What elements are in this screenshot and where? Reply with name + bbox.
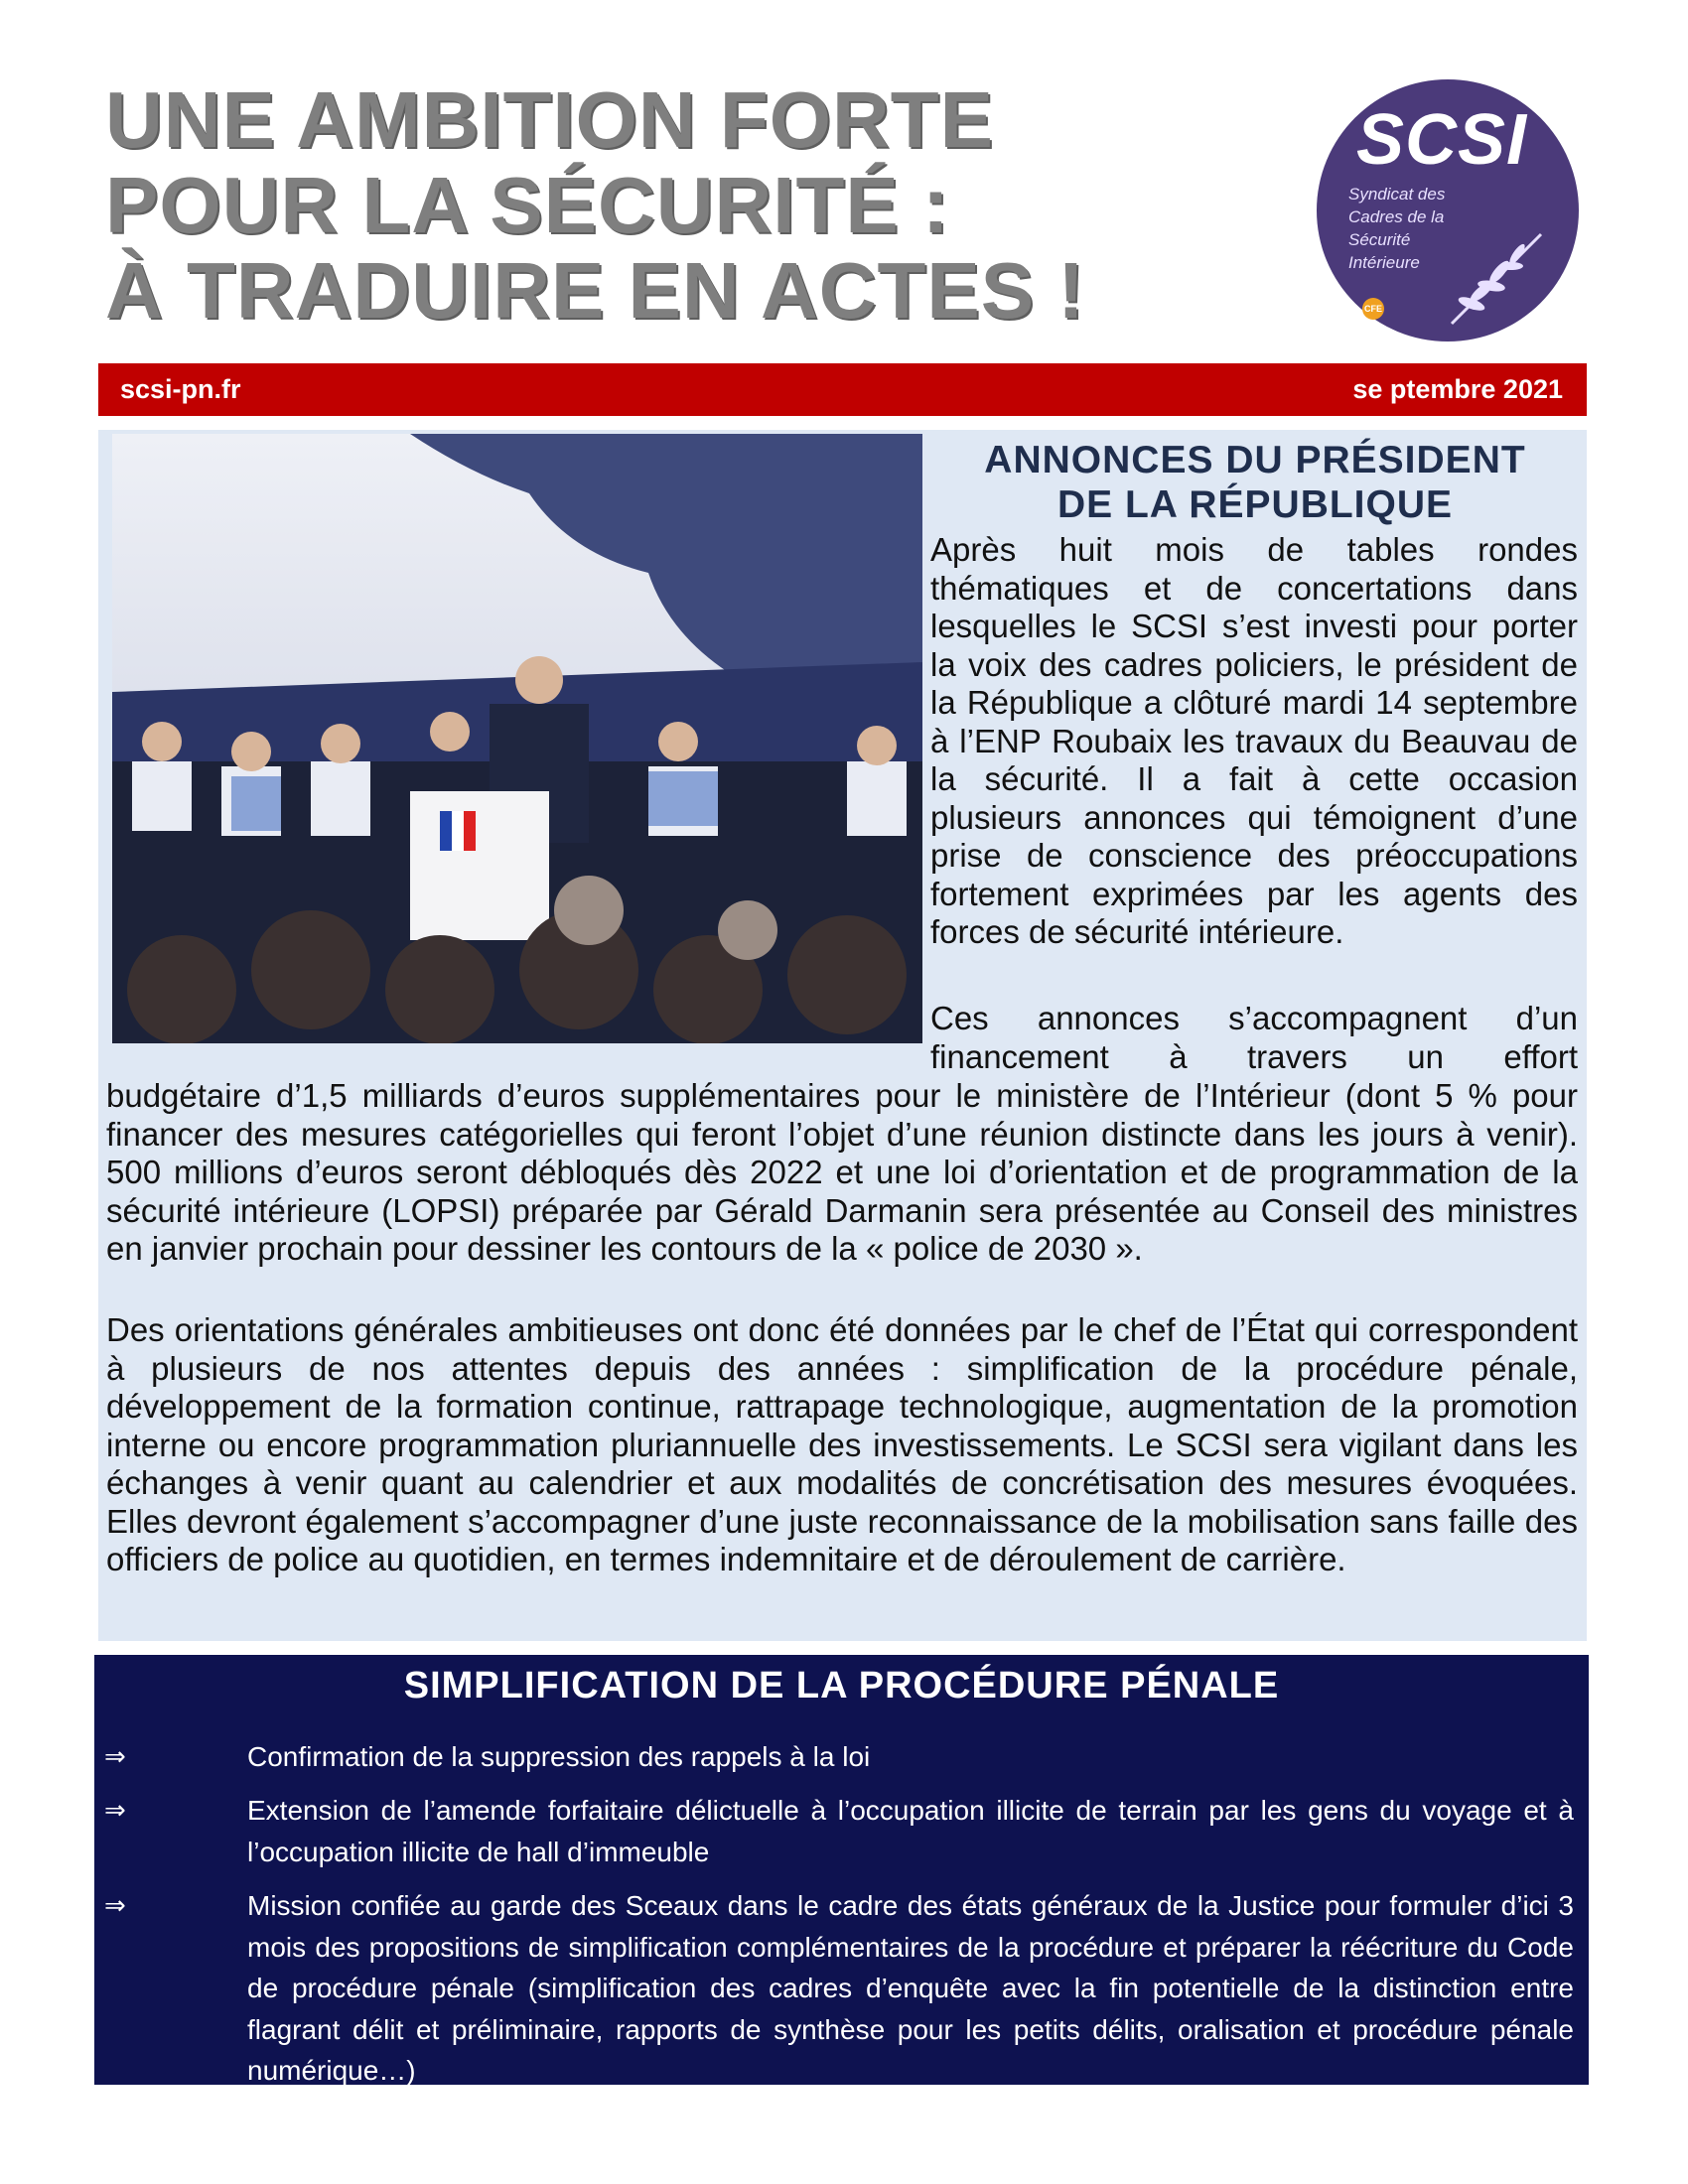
logo-name: SCSI (1356, 100, 1528, 180)
event-photo (112, 434, 922, 1043)
page-title (105, 77, 1247, 334)
arrow-right-icon: ⇒ (104, 1741, 126, 1771)
paragraph-funding-start: Ces annonces s’accompagnent d’un financement à travers un effort (930, 1000, 1578, 1075)
list-item-text: Confirmation de la suppression des rappels à la loi (247, 1741, 871, 1772)
olive-branch-icon (1442, 224, 1551, 334)
logo-subtitle-line: Sécurité (1348, 230, 1411, 249)
logo-subtitle-line: Cadres de la (1348, 207, 1445, 226)
arrow-right-icon: ⇒ (104, 1890, 126, 1920)
title-line-1: UNE AMBITION FORTE (105, 75, 994, 164)
logo-subtitle-line: Intérieure (1348, 253, 1420, 272)
article-panel (98, 430, 1587, 1641)
cfe-badge: CFE (1362, 298, 1384, 320)
event-photo-illustration (112, 434, 922, 1043)
title-line-3: À TRADUIRE EN ACTES ! (105, 246, 1085, 335)
issue-date: se ptembre 2021 (1352, 374, 1563, 404)
list-item-text: Extension de l’amende forfaitaire délictuelle à l’occupation illicite de terrain par les gens du voyage et à l’occupation illicite de hall d’immeuble (247, 1795, 1574, 1867)
list-item-text: Mission confiée au garde des Sceaux dans le cadre des états généraux de la Justice pour formuler d’ici 3 mois des propositions de simplification complémentaires de la procédure et préparer la réécriture du Code de procédure pénale (simplification des cadres d’enquête avec la fin potentielle de la distinction entre flagrant délit et préliminaire, rapports de synthèse pour les petits délits, oralisation et procédure pénale numérique…) (247, 1890, 1574, 2086)
header-banner (98, 363, 1587, 416)
section-title (932, 438, 1578, 527)
paragraph-intro: Après huit mois de tables rondes thématiques et de concertations dans lesquelles le SCSI s’est investi pour porter la voix des cadres policiers, le président de la République a clôturé mardi 14 septembre à l’ENP Roubaix les travaux du Beauvau de la sécurité. Il a fait à cette occasion plusieurs annonces qui témoignent d’une prise de conscience des préoccupations fortement exprimées par les agents des forces de sécurité intérieure. (930, 531, 1578, 950)
arrow-right-icon: ⇒ (104, 1795, 126, 1825)
scsi-logo (1313, 75, 1583, 345)
website-link[interactable]: scsi-pn.fr (120, 374, 241, 404)
procedure-box (94, 1655, 1589, 2085)
section-title-line: ANNONCES DU PRÉSIDENT (984, 439, 1526, 481)
section-title-line: DE LA RÉPUBLIQUE (1056, 483, 1454, 526)
paragraph-orientations: Des orientations générales ambitieuses ont donc été données par le chef de l’État qui correspondent à plusieurs de nos attentes depuis des années : simplification de la procédure pénale, développement de la formation continue, rattrapage technologique, augmentation de la promotion interne ou encore programmation pluriannuelle des investissements. Le SCSI sera vigilant dans les échanges à venir quant au calendrier et aux modalités de concrétisation des mesures évoquées. Elles devront également s’accompagner d’une juste reconnaissance de la mobilisation sans faille des officiers de police au quotidien, en termes indemnitaire et de déroulement de carrière. (106, 1311, 1578, 1577)
paragraph-funding: budgétaire d’1,5 milliards d’euros supplémentaires pour le ministère de l’Intérieur (dont 5 % pour financer des mesures catégorielles qui feront l’objet d’une réunion distincte dans les jours à venir). 500 millions d’euros seront débloqués dès 2022 et une loi d’orientation et de programmation de la sécurité intérieure (LOPSI) préparée par Gérald Darmanin sera présentée au Conseil des ministres en janvier prochain pour dessiner les contours de la « police de 2030 ». (106, 1077, 1578, 1267)
list-item (104, 1736, 1574, 1778)
list-item (104, 1790, 1574, 1872)
title-line-2: POUR LA SÉCURITÉ : (105, 161, 950, 249)
procedure-box-title: SIMPLIFICATION DE LA PROCÉDURE PÉNALE (403, 1665, 1280, 1706)
logo-subtitle-line: Syndicat des (1348, 185, 1446, 204)
list-item (104, 1885, 1574, 2092)
